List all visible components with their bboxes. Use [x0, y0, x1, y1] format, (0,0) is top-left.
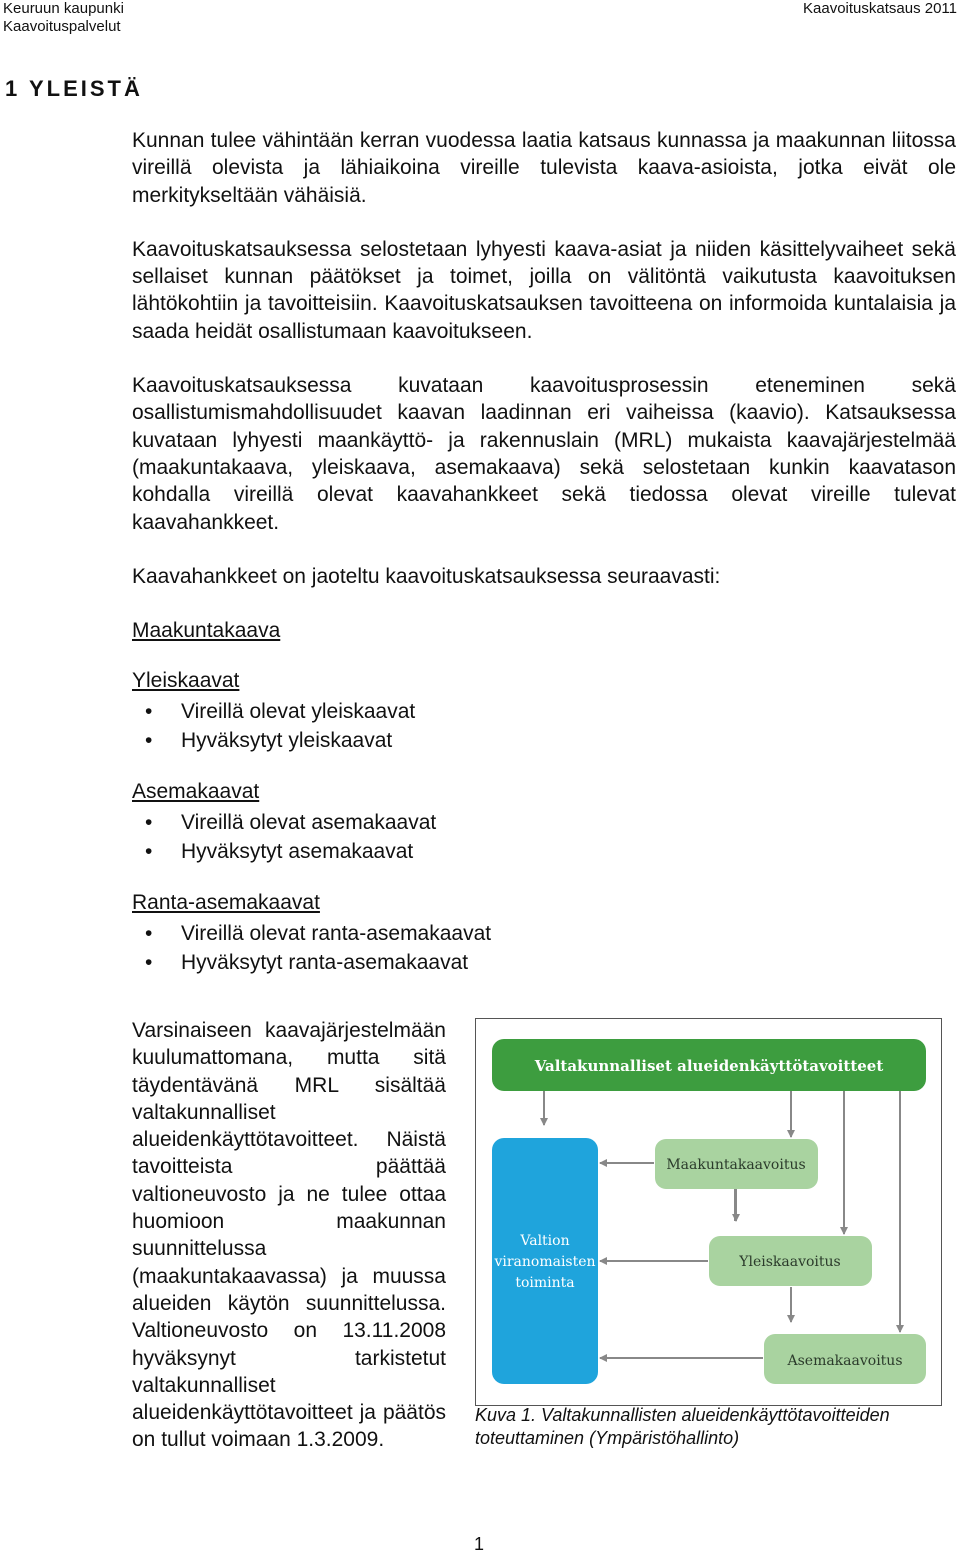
section-yleiskaavat	[132, 667, 956, 755]
section-heading: 1 YLEISTÄ	[5, 76, 143, 101]
list-item: • Hyväksytyt yleiskaavat	[132, 726, 956, 755]
state-label-line-2: viranomaisten	[494, 1254, 596, 1270]
state-label-line-3: toiminta	[515, 1275, 575, 1291]
detailed-planning-label: Asemakaavoitus	[787, 1353, 903, 1369]
section-asemakaavat	[132, 778, 956, 866]
list-item: • Vireillä olevat yleiskaavat	[132, 697, 956, 726]
state-label-line-1: Valtion	[520, 1233, 570, 1249]
top-goals-label: Valtakunnalliset alueidenkäyttötavoitteet	[534, 1057, 884, 1075]
regional-planning-label: Maakuntakaavoitus	[666, 1157, 806, 1173]
list-item: • Hyväksytyt asemakaavat	[132, 837, 956, 866]
master-planning-label: Yleiskaavoitus	[739, 1254, 841, 1270]
list-yleiskaavat	[132, 697, 956, 755]
page-header-left	[3, 0, 124, 36]
paragraph-1: Kunnan tulee vähintään kerran vuodessa laatia katsaus kunnassa ja maakunnan liitossa vireillä olevista ja lähiaikoina vireille tulevista kaava-asioista, jotka eivät ole merkitykseltään vähäisiä.	[132, 129, 956, 207]
list-item: • Hyväksytyt ranta-asemakaavat	[132, 948, 956, 977]
section-title-yleiskaavat: Yleiskaavat	[132, 669, 240, 693]
page-number: 1	[474, 1534, 485, 1554]
main-text	[132, 127, 956, 1000]
header-org: Keuruun kaupunki	[3, 0, 124, 17]
figure-caption: Kuva 1. Valtakunnallisten alueidenkäyttötavoitteiden toteuttaminen (Ympäristöhallinto)	[475, 1405, 890, 1448]
header-doc-title: Kaavoituskatsaus 2011	[803, 0, 957, 17]
paragraph-4: Kaavahankkeet on jaoteltu kaavoituskatsauksessa seuraavasti:	[132, 564, 721, 588]
list-ranta-asemakaavat	[132, 919, 956, 977]
header-dept: Kaavoituspalvelut	[3, 18, 121, 35]
list-asemakaavat	[132, 808, 956, 866]
figure-diagram	[475, 1018, 942, 1406]
side-paragraph: Varsinaiseen kaavajärjestelmään kuulumattomana, mutta sitä täydentävänä MRL sisältää valtakunnalliset alueidenkäyttötavoitteet. Näistä tavoitteista päättää valtioneuvosto ja ne tulee ottaa huomioon maakunnan suunnittelussa (maakuntakaavassa) ja muussa alueiden käytön suunnittelussa. Valtioneuvosto on 13.11.2008 hyväksynyt tarkistetut valtakunnalliset alueidenkäyttötavoitteet ja päätös on tullut voimaan 1.3.2009.	[132, 1019, 446, 1452]
section-title-ranta-asemakaavat: Ranta-asemakaavat	[132, 891, 320, 915]
list-item: • Vireillä olevat asemakaavat	[132, 808, 956, 837]
section-title-maakuntakaava: Maakuntakaava	[132, 619, 281, 643]
diagram-svg	[476, 1019, 941, 1405]
paragraph-2: Kaavoituskatsauksessa selostetaan lyhyesti kaava-asiat ja niiden käsittelyvaiheet sekä sellaiset kunnan päätökset ja toimet, joilla on välitöntä vaikutusta kaavoituksen lähtökohtiin ja tavoitteisiin. Kaavoituskatsauksen tavoitteena on informoida kuntalaisia ja saada heidät osallistumaan kaavoitukseen.	[132, 237, 956, 343]
section-maakuntakaava	[132, 617, 956, 644]
list-item: • Vireillä olevat ranta-asemakaavat	[132, 919, 956, 948]
paragraph-3: Kaavoituskatsauksessa kuvataan kaavoitusprosessin eteneminen sekä osallistumismahdollisuudet kaavan laadinnan eri vaiheissa (kaavio). Katsauksessa kuvataan lyhyesti maankäyttö- ja rakennuslain (MRL) mukaista kaavajärjestelmää (maakuntakaava, yleiskaava, asemakaava) sekä selostetaan kunkin kaavatason kohdalla vireillä olevat kaavahankkeet sekä tiedossa olevat vireille tulevat kaavahankkeet.	[132, 374, 956, 534]
section-title-asemakaavat: Asemakaavat	[132, 780, 260, 804]
section-ranta-asemakaavat	[132, 889, 956, 977]
